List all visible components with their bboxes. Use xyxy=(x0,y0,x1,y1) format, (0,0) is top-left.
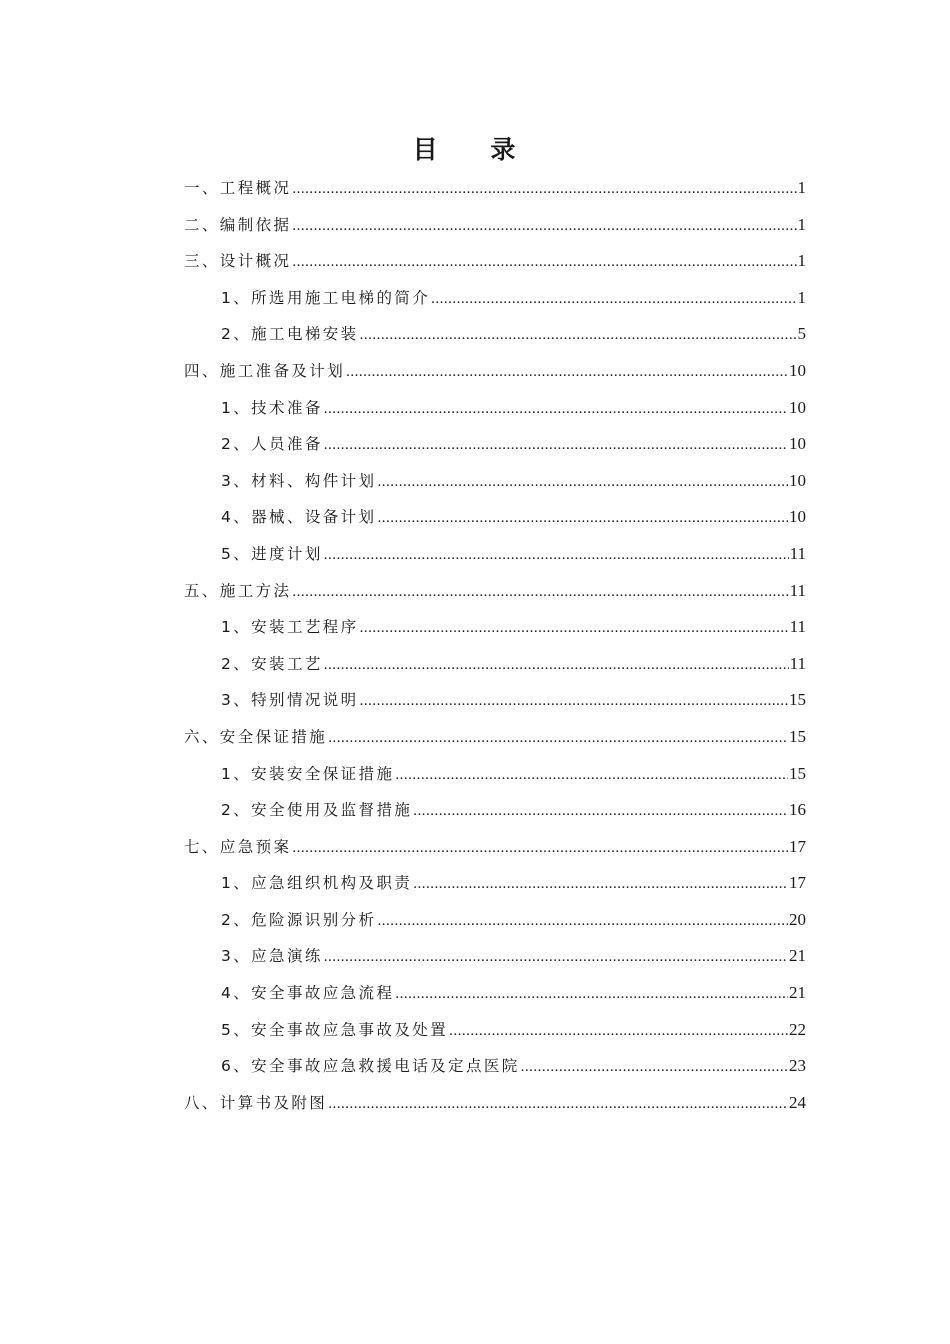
toc-entry[interactable] xyxy=(184,792,806,829)
toc-entry[interactable] xyxy=(184,499,806,536)
toc-page-number: 10 xyxy=(789,507,806,527)
toc-page-number: 1 xyxy=(797,214,806,234)
toc-dot-leader xyxy=(292,574,788,611)
toc-entry-title: 2、安装工艺 xyxy=(221,654,323,673)
toc-entry-title: 3、材料、构件计划 xyxy=(221,471,377,490)
page-title: 目 录 xyxy=(412,135,538,164)
toc-entry-title: 一、工程概况 xyxy=(184,179,292,197)
toc-page-number: 10 xyxy=(789,470,806,490)
toc-entry[interactable] xyxy=(184,390,806,427)
toc-dot-leader xyxy=(377,464,788,501)
toc-page-number: 21 xyxy=(789,946,806,966)
toc-dot-leader xyxy=(413,866,788,903)
toc-dot-leader xyxy=(324,537,789,574)
toc-dot-leader xyxy=(292,244,796,281)
toc-dot-leader xyxy=(521,1049,788,1086)
toc-entry[interactable] xyxy=(184,902,806,939)
toc-dot-leader xyxy=(395,976,788,1013)
toc-entry-title: 四、施工准备及计划 xyxy=(184,361,346,380)
toc-entry[interactable] xyxy=(184,975,806,1012)
toc-entry[interactable] xyxy=(184,463,806,500)
toc-dot-leader xyxy=(449,1013,788,1050)
toc-entry-title: 二、编制依据 xyxy=(184,215,292,234)
toc-entry[interactable] xyxy=(184,243,806,280)
toc-entry[interactable] xyxy=(184,829,806,866)
toc-page-number: 22 xyxy=(789,1019,806,1039)
toc-dot-leader xyxy=(377,500,788,537)
toc-dot-leader xyxy=(292,830,788,867)
toc-page-number: 15 xyxy=(789,690,806,710)
toc-page-number: 11 xyxy=(789,543,806,563)
toc-entry-title: 1、安装工艺程序 xyxy=(221,618,359,637)
toc-entry[interactable] xyxy=(184,353,806,390)
toc-entry[interactable] xyxy=(184,646,806,683)
toc-page-number: 20 xyxy=(789,909,806,929)
toc-entry-title: 3、应急演练 xyxy=(221,947,323,966)
toc-dot-leader xyxy=(292,208,796,245)
toc-dot-leader xyxy=(292,171,796,208)
toc-entry-title: 4、安全事故应急流程 xyxy=(221,984,395,1003)
toc-entry-title: 2、人员准备 xyxy=(221,435,323,454)
toc-entry-title: 八、计算书及附图 xyxy=(184,1093,328,1112)
toc-page-number: 17 xyxy=(789,873,806,893)
toc-entry-title: 2、施工电梯安装 xyxy=(221,325,359,344)
toc-dot-leader xyxy=(328,720,788,757)
toc-entry-title: 5、进度计划 xyxy=(221,544,323,563)
toc-entry[interactable] xyxy=(184,756,806,793)
toc-page-number: 10 xyxy=(789,360,806,380)
toc-entry-title: 1、应急组织机构及职责 xyxy=(221,874,413,893)
toc-entry-title: 3、特别情况说明 xyxy=(221,691,359,710)
toc-page-number: 24 xyxy=(789,1092,806,1112)
toc-entry[interactable] xyxy=(184,938,806,975)
toc-page-number: 11 xyxy=(789,617,806,637)
toc-entry[interactable] xyxy=(184,573,806,610)
toc-page-number: 11 xyxy=(789,580,806,600)
toc-entry[interactable] xyxy=(184,682,806,719)
toc-entry-title: 2、危险源识别分析 xyxy=(221,910,377,929)
toc-dot-leader xyxy=(360,610,789,647)
toc-entry[interactable] xyxy=(184,316,806,353)
toc-page-number: 1 xyxy=(797,287,806,307)
toc-dot-leader xyxy=(431,281,796,318)
toc-dot-leader xyxy=(360,317,797,354)
toc-page-number: 10 xyxy=(789,397,806,417)
toc-page-number: 15 xyxy=(789,726,806,746)
toc-entry-title: 五、施工方法 xyxy=(184,581,292,600)
toc-dot-leader xyxy=(324,391,788,428)
toc-entry-title: 三、设计概况 xyxy=(184,252,292,271)
toc-page-number: 23 xyxy=(789,1056,806,1076)
toc-entry[interactable] xyxy=(184,280,806,317)
toc-entry[interactable] xyxy=(184,719,806,756)
toc-dot-leader xyxy=(360,683,788,720)
toc-dot-leader xyxy=(324,647,789,684)
toc-page-number: 10 xyxy=(789,434,806,454)
toc-page-number: 5 xyxy=(797,324,806,344)
toc-entry[interactable] xyxy=(184,1048,806,1085)
toc-entry[interactable] xyxy=(184,207,806,244)
toc-page-number: 1 xyxy=(797,251,806,271)
toc-entry-title: 2、安全使用及监督措施 xyxy=(221,801,413,820)
toc-dot-leader xyxy=(324,939,788,976)
toc-page-number: 1 xyxy=(797,178,806,197)
toc-entry-title: 1、所选用施工电梯的简介 xyxy=(221,288,431,307)
toc-dot-leader xyxy=(377,903,788,940)
toc-entry-title: 1、技术准备 xyxy=(221,398,323,417)
toc-page-number: 21 xyxy=(789,983,806,1003)
toc-page-number: 16 xyxy=(789,800,806,820)
toc-dot-leader xyxy=(324,427,788,464)
toc-entry[interactable] xyxy=(184,609,806,646)
toc-entry-title: 6、安全事故应急救援电话及定点医院 xyxy=(221,1057,520,1076)
toc-dot-leader xyxy=(413,793,788,830)
toc-entry-title: 六、安全保证措施 xyxy=(184,727,328,746)
toc-dot-leader xyxy=(346,354,788,391)
toc-entry[interactable] xyxy=(184,426,806,463)
toc-entry-title: 1、安装安全保证措施 xyxy=(221,764,395,783)
toc-entry[interactable] xyxy=(184,1085,806,1122)
table-of-contents xyxy=(184,170,806,1121)
toc-entry-title: 七、应急预案 xyxy=(184,837,292,856)
toc-page-number: 11 xyxy=(789,653,806,673)
toc-entry[interactable] xyxy=(184,536,806,573)
toc-entry-title: 5、安全事故应急事故及处置 xyxy=(221,1020,449,1039)
toc-dot-leader xyxy=(395,757,788,794)
toc-page-number: 17 xyxy=(789,836,806,856)
toc-dot-leader xyxy=(328,1086,788,1123)
toc-entry[interactable] xyxy=(184,1012,806,1049)
toc-entry-title: 4、器械、设备计划 xyxy=(221,508,377,527)
toc-page-number: 15 xyxy=(789,763,806,783)
toc-entry[interactable] xyxy=(184,170,806,207)
toc-entry[interactable] xyxy=(184,865,806,902)
